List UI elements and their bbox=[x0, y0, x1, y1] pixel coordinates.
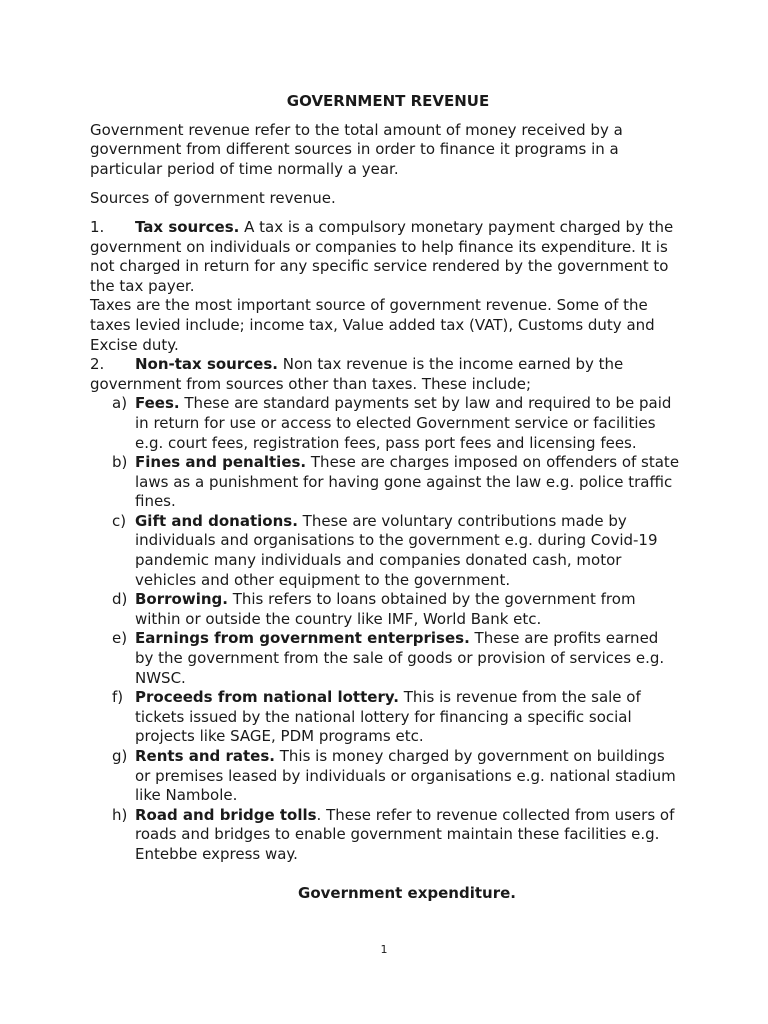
item-term: Proceeds from national lottery. bbox=[135, 688, 399, 707]
item-number: 1. bbox=[90, 217, 105, 236]
item-text: These are charges imposed on offenders of state laws as a punishment for having gone against the law e.g. police traffic fines. bbox=[135, 453, 680, 511]
item-text: This is money charged by government on buildings or premises leased by individuals or organisations e.g. national stadium like Nambole. bbox=[135, 747, 676, 805]
item-letter: a) bbox=[112, 394, 128, 413]
item-letter: e) bbox=[112, 629, 128, 648]
item-text: Non tax revenue is the income earned by the government from sources other than taxes. These include; bbox=[90, 355, 624, 393]
list-item bbox=[90, 806, 680, 865]
item-term: Fines and penalties. bbox=[135, 453, 307, 472]
intro-paragraph: Government revenue refer to the total amount of money received by a government from different sources in order to finance it programs in a particular period of time normally a year. bbox=[90, 120, 623, 178]
tax-extra-paragraph: Taxes are the most important source of government revenue. Some of the taxes levied include; income tax, Value added tax (VAT), Customs duty and Excise duty. bbox=[90, 296, 655, 354]
item-letter: g) bbox=[112, 747, 128, 765]
non-tax-sublist bbox=[90, 394, 680, 864]
list-item bbox=[90, 394, 680, 453]
item-term: Borrowing. bbox=[135, 590, 228, 609]
numbered-item-tax bbox=[90, 218, 680, 296]
item-letter: f) bbox=[112, 688, 124, 707]
item-term: Earnings from government enterprises. bbox=[135, 629, 470, 648]
list-item bbox=[90, 629, 680, 688]
item-text: These are profits earned by the government from the sale of goods or provision of services e.g. NWSC. bbox=[135, 629, 665, 687]
item-text: These are standard payments set by law and required to be paid in return for use or access to elected Government service or facilities e.g. court fees, registration fees, pass port fees and licensing fees. bbox=[135, 394, 672, 452]
item-text: A tax is a compulsory monetary payment charged by the government on individuals or companies to help finance its expenditure. It is not charged in return for any specific service rendered by the government to the tax payer. bbox=[90, 217, 674, 295]
item-text: This is revenue from the sale of tickets issued by the national lottery for financing a specific social projects like SAGE, PDM programs etc. bbox=[135, 688, 641, 746]
list-item bbox=[90, 747, 680, 806]
item-letter: d) bbox=[112, 590, 128, 609]
item-text: . These refer to revenue collected from users of roads and bridges to enable government maintain these facilities e.g. Entebbe express way. bbox=[135, 805, 675, 863]
sources-heading: Sources of government revenue. bbox=[90, 189, 336, 208]
item-term: Fees. bbox=[135, 394, 180, 413]
list-item bbox=[90, 590, 680, 629]
item-number: 2. bbox=[90, 355, 105, 374]
item-term: Tax sources. bbox=[135, 217, 240, 236]
item-term: Rents and rates. bbox=[135, 747, 275, 765]
item-text: This refers to loans obtained by the government from within or outside the country like IMF, World Bank etc. bbox=[135, 590, 636, 628]
item-text: These are voluntary contributions made by individuals and organisations to the government e.g. during Covid-19 pandemic many individuals and companies donated cash, motor vehicles and other equipment to the government. bbox=[135, 511, 658, 589]
page-number: 1 bbox=[380, 943, 388, 956]
numbered-item-non-tax bbox=[90, 355, 680, 394]
list-item bbox=[90, 453, 680, 512]
item-term: Gift and donations. bbox=[135, 511, 298, 530]
document-page bbox=[90, 92, 680, 903]
list-item bbox=[90, 688, 680, 747]
next-section-heading: Government expenditure. bbox=[298, 883, 516, 902]
item-letter: h) bbox=[112, 805, 128, 824]
item-letter: b) bbox=[112, 453, 128, 472]
item-letter: c) bbox=[112, 511, 127, 530]
item-term: Non-tax sources. bbox=[135, 355, 278, 374]
item-term: Road and bridge tolls bbox=[135, 805, 317, 824]
list-item bbox=[90, 512, 680, 590]
document-title: GOVERNMENT REVENUE bbox=[286, 92, 490, 110]
